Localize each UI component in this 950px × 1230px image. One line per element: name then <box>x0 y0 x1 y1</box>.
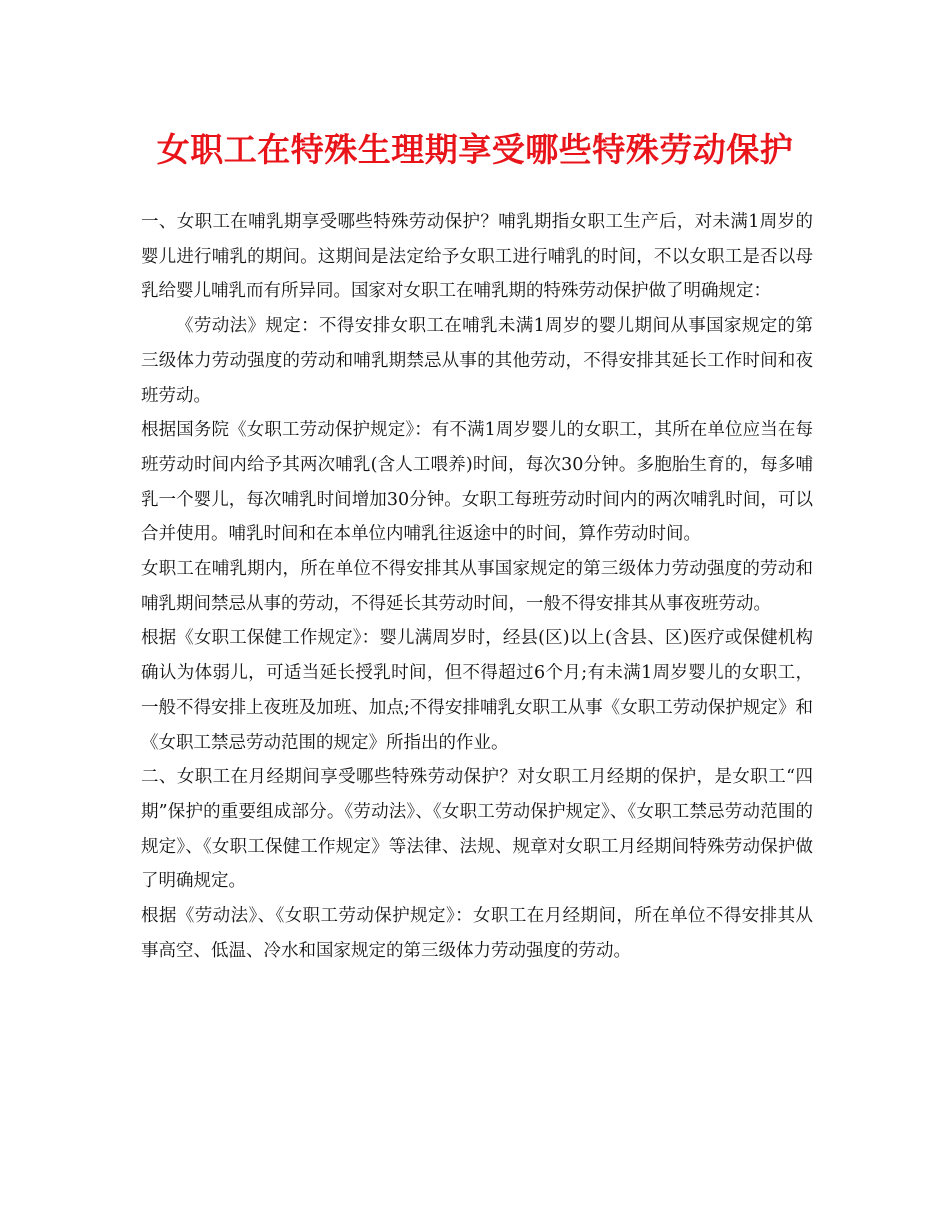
paragraph-menstruation-rules: 根据《劳动法》、《女职工劳动保护规定》：女职工在月经期间，所在单位不得安排其从事高空、低温、冷水和国家规定的第三级体力劳动强度的劳动。 <box>141 906 813 961</box>
document-body <box>141 205 813 968</box>
paragraph-state-council-rules: 根据国务院《女职工劳动保护规定》：有不满1周岁婴儿的女职工，其所在单位应当在每班劳动时间内给予其两次哺乳(含人工喂养)时间，每次30分钟。多胞胎生育的，每多哺乳一个婴儿，每次哺乳时间增加30分钟。女职工每班劳动时间内的两次哺乳时间，可以合并使用。哺乳时间和在本单位内哺乳往返途中的时间，算作劳动时间。 <box>141 420 813 545</box>
document-title: 女职工在特殊生理期享受哪些特殊劳动保护 <box>156 130 794 169</box>
paragraph-menstruation-intro: 二、女职工在月经期间享受哪些特殊劳动保护？对女职工月经期的保护，是女职工“四期”保护的重要组成部分。《劳动法》、《女职工劳动保护规定》、《女职工禁忌劳动范围的规定》、《女职工保健工作规定》等法律、法规、规章对女职工月经期间特殊劳动保护做了明确规定。 <box>141 767 813 892</box>
paragraph-labor-law: 《劳动法》规定：不得安排女职工在哺乳未满1周岁的婴儿期间从事国家规定的第三级体力劳动强度的劳动和哺乳期禁忌从事的其他劳动，不得安排其延长工作时间和夜班劳动。 <box>141 316 813 406</box>
paragraph-lactation-intro: 一、女职工在哺乳期享受哪些特殊劳动保护？哺乳期指女职工生产后，对未满1周岁的婴儿进行哺乳的期间。这期间是法定给予女职工进行哺乳的时间，不以女职工是否以母乳给婴儿哺乳而有所异同。国家对女职工在哺乳期的特殊劳动保护做了明确规定： <box>141 212 813 302</box>
paragraph-health-rules: 根据《女职工保健工作规定》：婴儿满周岁时，经县(区)以上(含县、区)医疗或保健机构确认为体弱儿，可适当延长授乳时间，但不得超过6个月;有未满1周岁婴儿的女职工，一般不得安排上夜班及加班、加点;不得安排哺乳女职工从事《女职工劳动保护规定》和《女职工禁忌劳动范围的规定》所指出的作业。 <box>141 628 813 753</box>
paragraph-lactation-restrictions: 女职工在哺乳期内，所在单位不得安排其从事国家规定的第三级体力劳动强度的劳动和哺乳期间禁忌从事的劳动，不得延长其劳动时间，一般不得安排其从事夜班劳动。 <box>141 559 813 614</box>
